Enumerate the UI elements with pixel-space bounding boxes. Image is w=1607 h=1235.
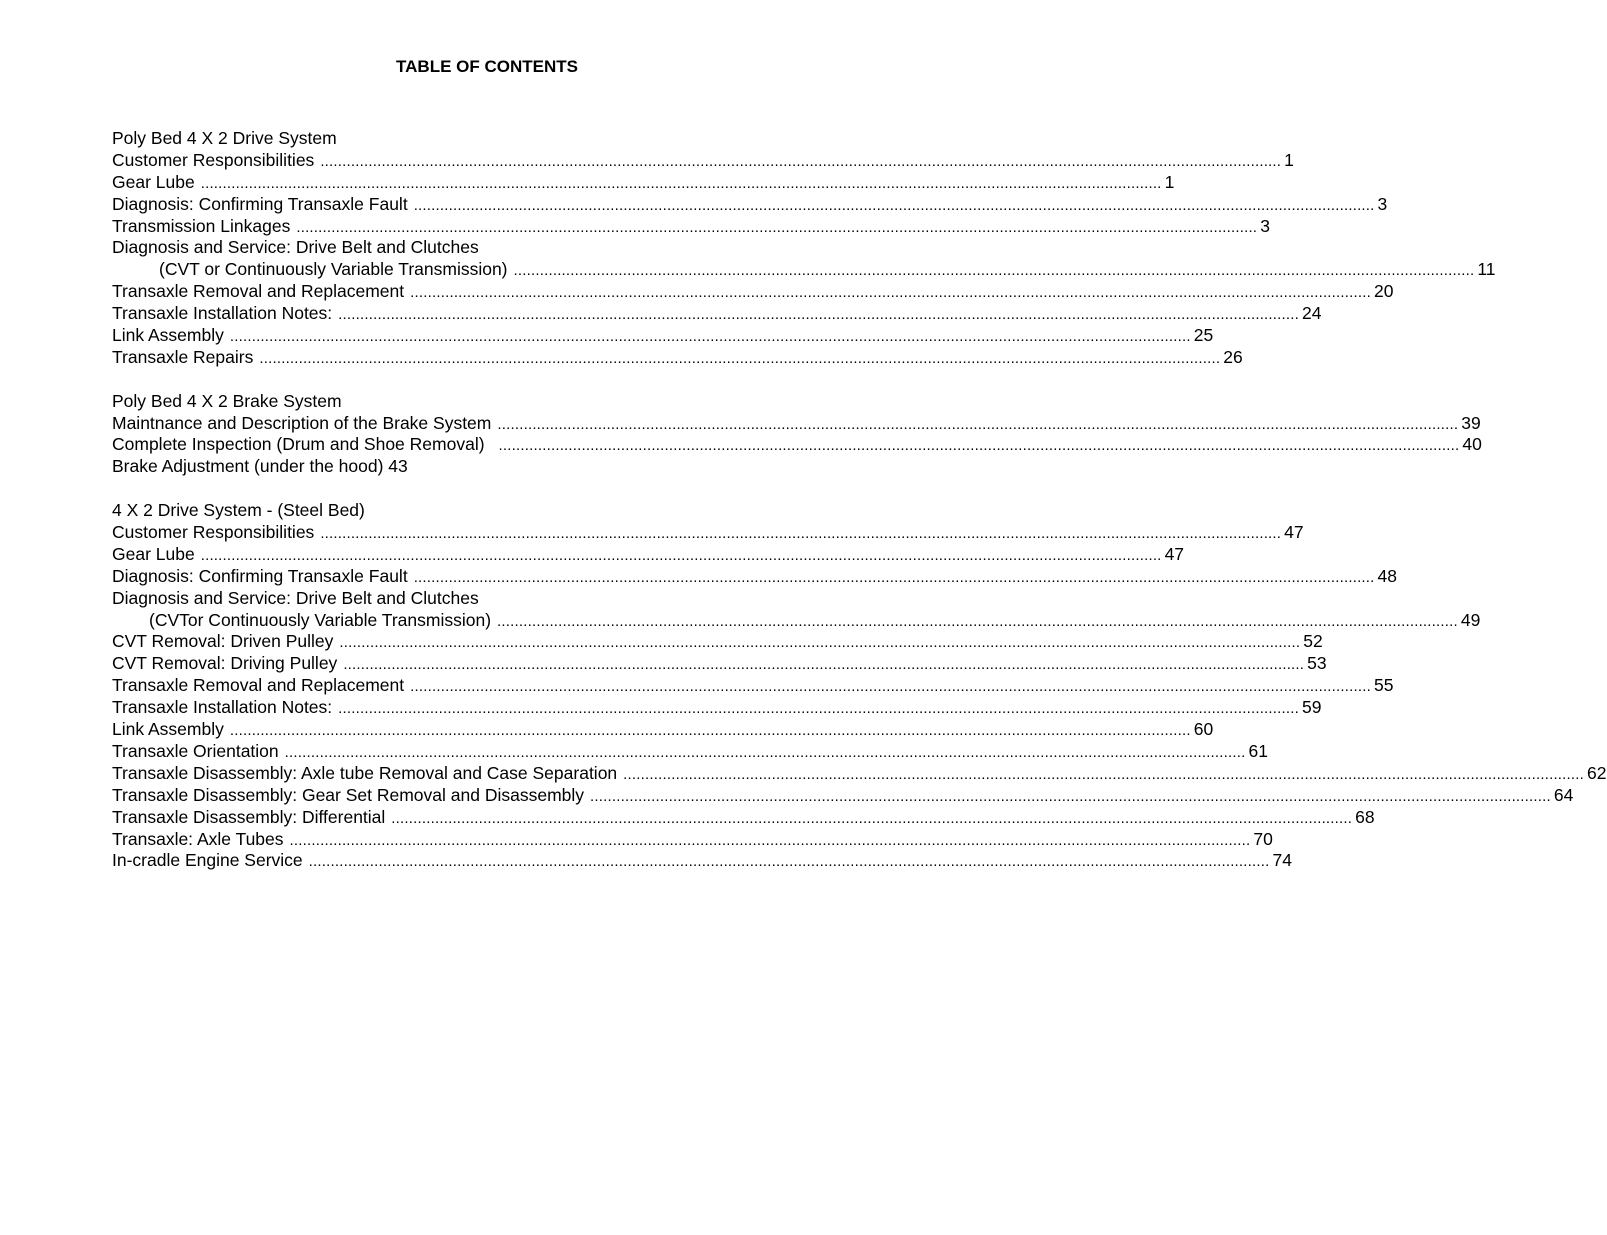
entry-page-number: 74 <box>1272 850 1292 871</box>
entry-page-number: 11 <box>1477 259 1496 280</box>
section-heading: Poly Bed 4 X 2 Brake System <box>112 390 342 411</box>
section-heading: Poly Bed 4 X 2 Drive System <box>112 128 337 148</box>
dot-leader: ............................................................................................................................................................................................................................ <box>410 284 1371 302</box>
toc-entry[interactable] <box>112 631 1323 653</box>
section-heading: 4 X 2 Drive System - (Steel Bed) <box>112 500 365 521</box>
toc-entry[interactable] <box>112 762 1607 785</box>
toc-body <box>112 128 1607 894</box>
toc-entry[interactable] <box>112 697 1322 719</box>
toc-entry-text[interactable]: Diagnosis and Service: Drive Belt and Clutches <box>112 587 479 608</box>
dot-leader: ............................................................................................................................................................................................................................ <box>200 174 1162 192</box>
toc-entry[interactable] <box>112 653 1327 675</box>
entry-label: Diagnosis: Confirming Transaxle Fault <box>112 565 408 586</box>
toc-entry[interactable] <box>112 522 1304 544</box>
toc-entry[interactable] <box>112 784 1574 807</box>
entry-label: Transaxle: Axle Tubes <box>112 828 284 849</box>
dot-leader: ............................................................................................................................................................................................................................ <box>590 787 1551 805</box>
dot-leader: ............................................................................................................................................................................................................................ <box>284 743 1246 761</box>
toc-entry[interactable] <box>112 215 1270 238</box>
entry-page-number: 60 <box>1193 719 1214 740</box>
dot-leader: ............................................................................................................................................................................................................................ <box>410 678 1371 696</box>
dot-leader: ............................................................................................................................................................................................................................ <box>513 262 1475 280</box>
entry-page-number: 20 <box>1374 281 1394 302</box>
entry-label: Customer Responsibilities <box>112 522 315 543</box>
page-title: TABLE OF CONTENTS <box>396 57 578 76</box>
toc-entry[interactable] <box>112 412 1481 435</box>
entry-page-number: 48 <box>1377 565 1398 586</box>
toc-entry[interactable] <box>112 346 1243 369</box>
toc-entry[interactable] <box>112 675 1394 697</box>
entry-page-number: 49 <box>1460 609 1481 630</box>
entry-page-number: 64 <box>1553 784 1574 805</box>
dot-leader: ............................................................................................................................................................................................................................ <box>289 831 1251 849</box>
entry-page-number: 70 <box>1253 828 1273 849</box>
dot-leader: ............................................................................................................................................................................................................................ <box>413 196 1375 214</box>
entry-page-number: 61 <box>1248 740 1268 761</box>
entry-label: Transmission Linkages <box>112 215 291 236</box>
dot-leader: ............................................................................................................................................................................................................................ <box>200 546 1162 564</box>
entry-page-number: 25 <box>1193 325 1214 346</box>
toc-entry[interactable] <box>112 325 1214 347</box>
dot-leader: ............................................................................................................................................................................................................................ <box>259 349 1221 367</box>
entry-page-number: 39 <box>1461 412 1481 433</box>
entry-label: Transaxle Disassembly: Gear Set Removal and Disassembly <box>112 784 585 805</box>
toc-entry[interactable] <box>112 719 1214 741</box>
dot-leader: ............................................................................................................................................................................................................................ <box>338 306 1300 324</box>
entry-label: Link Assembly <box>112 719 224 740</box>
entry-label: Link Assembly <box>112 325 224 346</box>
entry-page-number: 47 <box>1164 543 1185 564</box>
entry-page-number: 1 <box>1164 171 1175 192</box>
entry-label: CVT Removal: Driving Pulley <box>112 653 338 674</box>
entry-page-number: 62 <box>1587 762 1607 783</box>
toc-entry-text[interactable]: Diagnosis and Service: Drive Belt and Clutches <box>112 237 479 258</box>
toc-section-poly-bed-brake <box>112 390 1482 479</box>
dot-leader: ............................................................................................................................................................................................................................ <box>497 415 1459 433</box>
entry-page-number: 68 <box>1355 806 1375 827</box>
entry-page-number: 52 <box>1303 631 1323 652</box>
entry-label: Transaxle Orientation <box>112 740 279 761</box>
entry-page-number: 59 <box>1302 697 1322 718</box>
toc-entry[interactable] <box>112 806 1375 829</box>
entry-label: Complete Inspection (Drum and Shoe Removal) <box>112 434 485 455</box>
dot-leader: ............................................................................................................................................................................................................................ <box>320 152 1282 170</box>
entry-label: Customer Responsibilities <box>112 149 315 170</box>
entry-page-number: 3 <box>1260 215 1270 236</box>
dot-leader: ............................................................................................................................................................................................................................ <box>339 634 1301 652</box>
toc-entry[interactable] <box>112 149 1294 172</box>
entry-label: Gear Lube <box>112 171 195 192</box>
dot-leader: ............................................................................................................................................................................................................................ <box>338 700 1300 718</box>
toc-entry[interactable] <box>112 171 1175 194</box>
dot-leader: ............................................................................................................................................................................................................................ <box>413 568 1375 586</box>
entry-page-number: 26 <box>1223 346 1243 367</box>
entry-page-number: 53 <box>1307 653 1327 674</box>
toc-entry[interactable] <box>112 565 1398 588</box>
entry-label: (CVT or Continuously Variable Transmission) <box>159 259 508 280</box>
toc-entry[interactable] <box>112 609 1481 632</box>
toc-entry-text[interactable]: Brake Adjustment (under the hood) 43 <box>112 456 408 477</box>
entry-label: Maintnance and Description of the Brake System <box>112 412 492 433</box>
entry-label: Transaxle Disassembly: Differential <box>112 806 386 827</box>
dot-leader: ............................................................................................................................................................................................................................ <box>497 612 1458 630</box>
entry-label: Gear Lube <box>112 543 195 564</box>
entry-label: Transaxle Installation Notes: <box>112 303 333 324</box>
dot-leader: ............................................................................................................................................................................................................................ <box>320 525 1282 543</box>
toc-entry[interactable] <box>112 828 1273 851</box>
dot-leader: ............................................................................................................................................................................................................................ <box>623 765 1585 783</box>
toc-section-poly-bed-drive <box>112 128 1496 369</box>
entry-label: Transaxle Repairs <box>112 346 254 367</box>
entry-label: Transaxle Disassembly: Axle tube Removal and Case Separation <box>112 762 618 783</box>
toc-entry[interactable] <box>112 740 1268 763</box>
entry-label: Diagnosis: Confirming Transaxle Fault <box>112 193 408 214</box>
toc-entry[interactable] <box>112 543 1185 566</box>
entry-page-number: 3 <box>1377 193 1388 214</box>
entry-page-number: 47 <box>1284 522 1304 543</box>
entry-label: Transaxle Installation Notes: <box>112 697 333 718</box>
entry-page-number: 1 <box>1284 149 1294 170</box>
entry-page-number: 40 <box>1462 434 1482 455</box>
dot-leader: ............................................................................................................................................................................................................................ <box>296 218 1258 236</box>
dot-leader: ............................................................................................................................................................................................................................ <box>229 328 1191 346</box>
entry-label: (CVTor Continuously Variable Transmission) <box>149 609 492 630</box>
toc-entry[interactable] <box>112 193 1388 216</box>
dot-leader: ............................................................................................................................................................................................................................ <box>498 437 1460 455</box>
toc-entry[interactable] <box>112 434 1482 456</box>
entry-page-number: 55 <box>1374 675 1394 696</box>
entry-label: Transaxle Removal and Replacement <box>112 675 405 696</box>
toc-entry[interactable] <box>112 259 1496 281</box>
dot-leader: ............................................................................................................................................................................................................................ <box>229 722 1191 740</box>
dot-leader: ............................................................................................................................................................................................................................ <box>391 809 1353 827</box>
toc-entry[interactable] <box>112 303 1322 325</box>
toc-entry[interactable] <box>112 281 1394 303</box>
toc-entry[interactable] <box>112 850 1292 872</box>
entry-label: Transaxle Removal and Replacement <box>112 281 405 302</box>
entry-label: CVT Removal: Driven Pulley <box>112 631 334 652</box>
entry-label: In-cradle Engine Service <box>112 850 303 871</box>
entry-page-number: 24 <box>1302 303 1322 324</box>
dot-leader: ............................................................................................................................................................................................................................ <box>343 656 1305 674</box>
dot-leader: ............................................................................................................................................................................................................................ <box>308 853 1270 871</box>
toc-section-steel-bed-drive <box>112 500 1607 872</box>
